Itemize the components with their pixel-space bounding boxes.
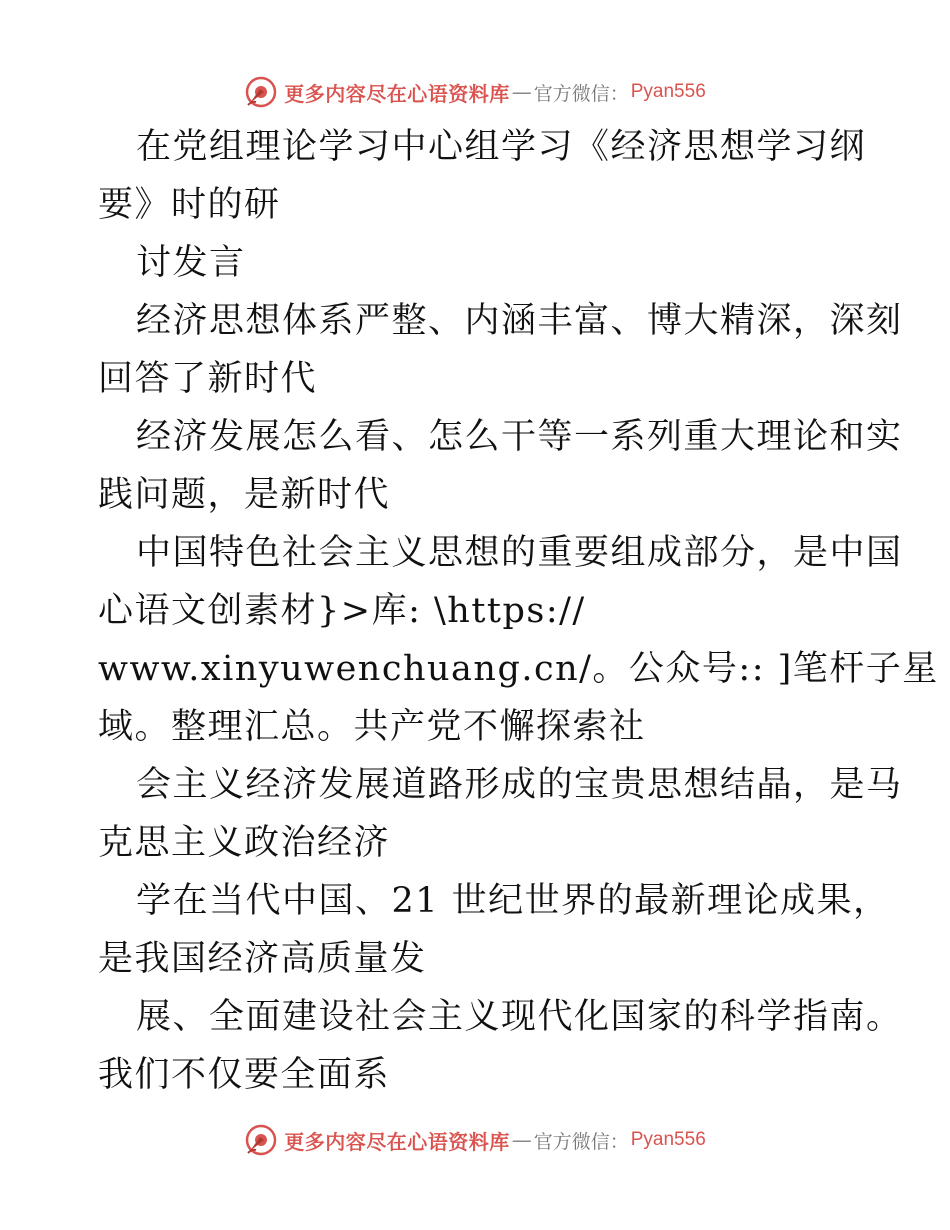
text-line: 在党组理论学习中心组学习《经济思想学习纲 [136,127,867,167]
banner-wechat-id: Pyan556 [630,81,706,102]
text-line: 心语文创素材}>库: \https:// [98,591,586,631]
text-line: 我们不仅要全面系 [98,1055,391,1095]
text-line: 学在当代中国、21 世纪世界的最新理论成果， [136,881,890,921]
footer-watermark-banner [0,1120,950,1160]
text-line: www.xinyuwenchuang.cn/。公众号:: ]笔杆子星 [98,649,939,689]
banner-brand-text: 更多内容尽在心语资料库 [284,1129,510,1154]
text-line: 要》时的研 [98,185,281,225]
text-line: 经济思想体系严整、内涵丰富、博大精深，深刻 [136,301,903,341]
text-line: 讨发言 [136,243,246,283]
text-line: 践问题，是新时代 [98,475,391,515]
red-pen-circle-icon [244,1123,278,1157]
text-line: 回答了新时代 [98,359,318,399]
banner-separator: — [511,80,532,104]
text-line: 经济发展怎么看、怎么干等一系列重大理论和实 [136,417,903,457]
text-line: 是我国经济高质量发 [98,939,427,979]
banner-wechat-id: Pyan556 [630,1129,706,1150]
header-watermark-banner [0,72,950,112]
red-pen-circle-icon [244,75,278,109]
text-line: 域。整理汇总。共产党不懈探索社 [98,707,646,747]
text-line: 中国特色社会主义思想的重要组成部分，是中国 [136,533,903,573]
text-line: 克思主义政治经济 [98,823,391,863]
banner-wechat-label: 官方微信： [533,82,629,105]
banner-wechat-label: 官方微信： [533,1130,629,1153]
document-body [98,118,939,1104]
banner-separator: — [511,1128,532,1152]
banner-brand-text: 更多内容尽在心语资料库 [284,81,510,106]
text-line: 会主义经济发展道路形成的宝贵思想结晶，是马 [136,765,903,805]
text-line: 展、全面建设社会主义现代化国家的科学指南。 [136,997,903,1037]
